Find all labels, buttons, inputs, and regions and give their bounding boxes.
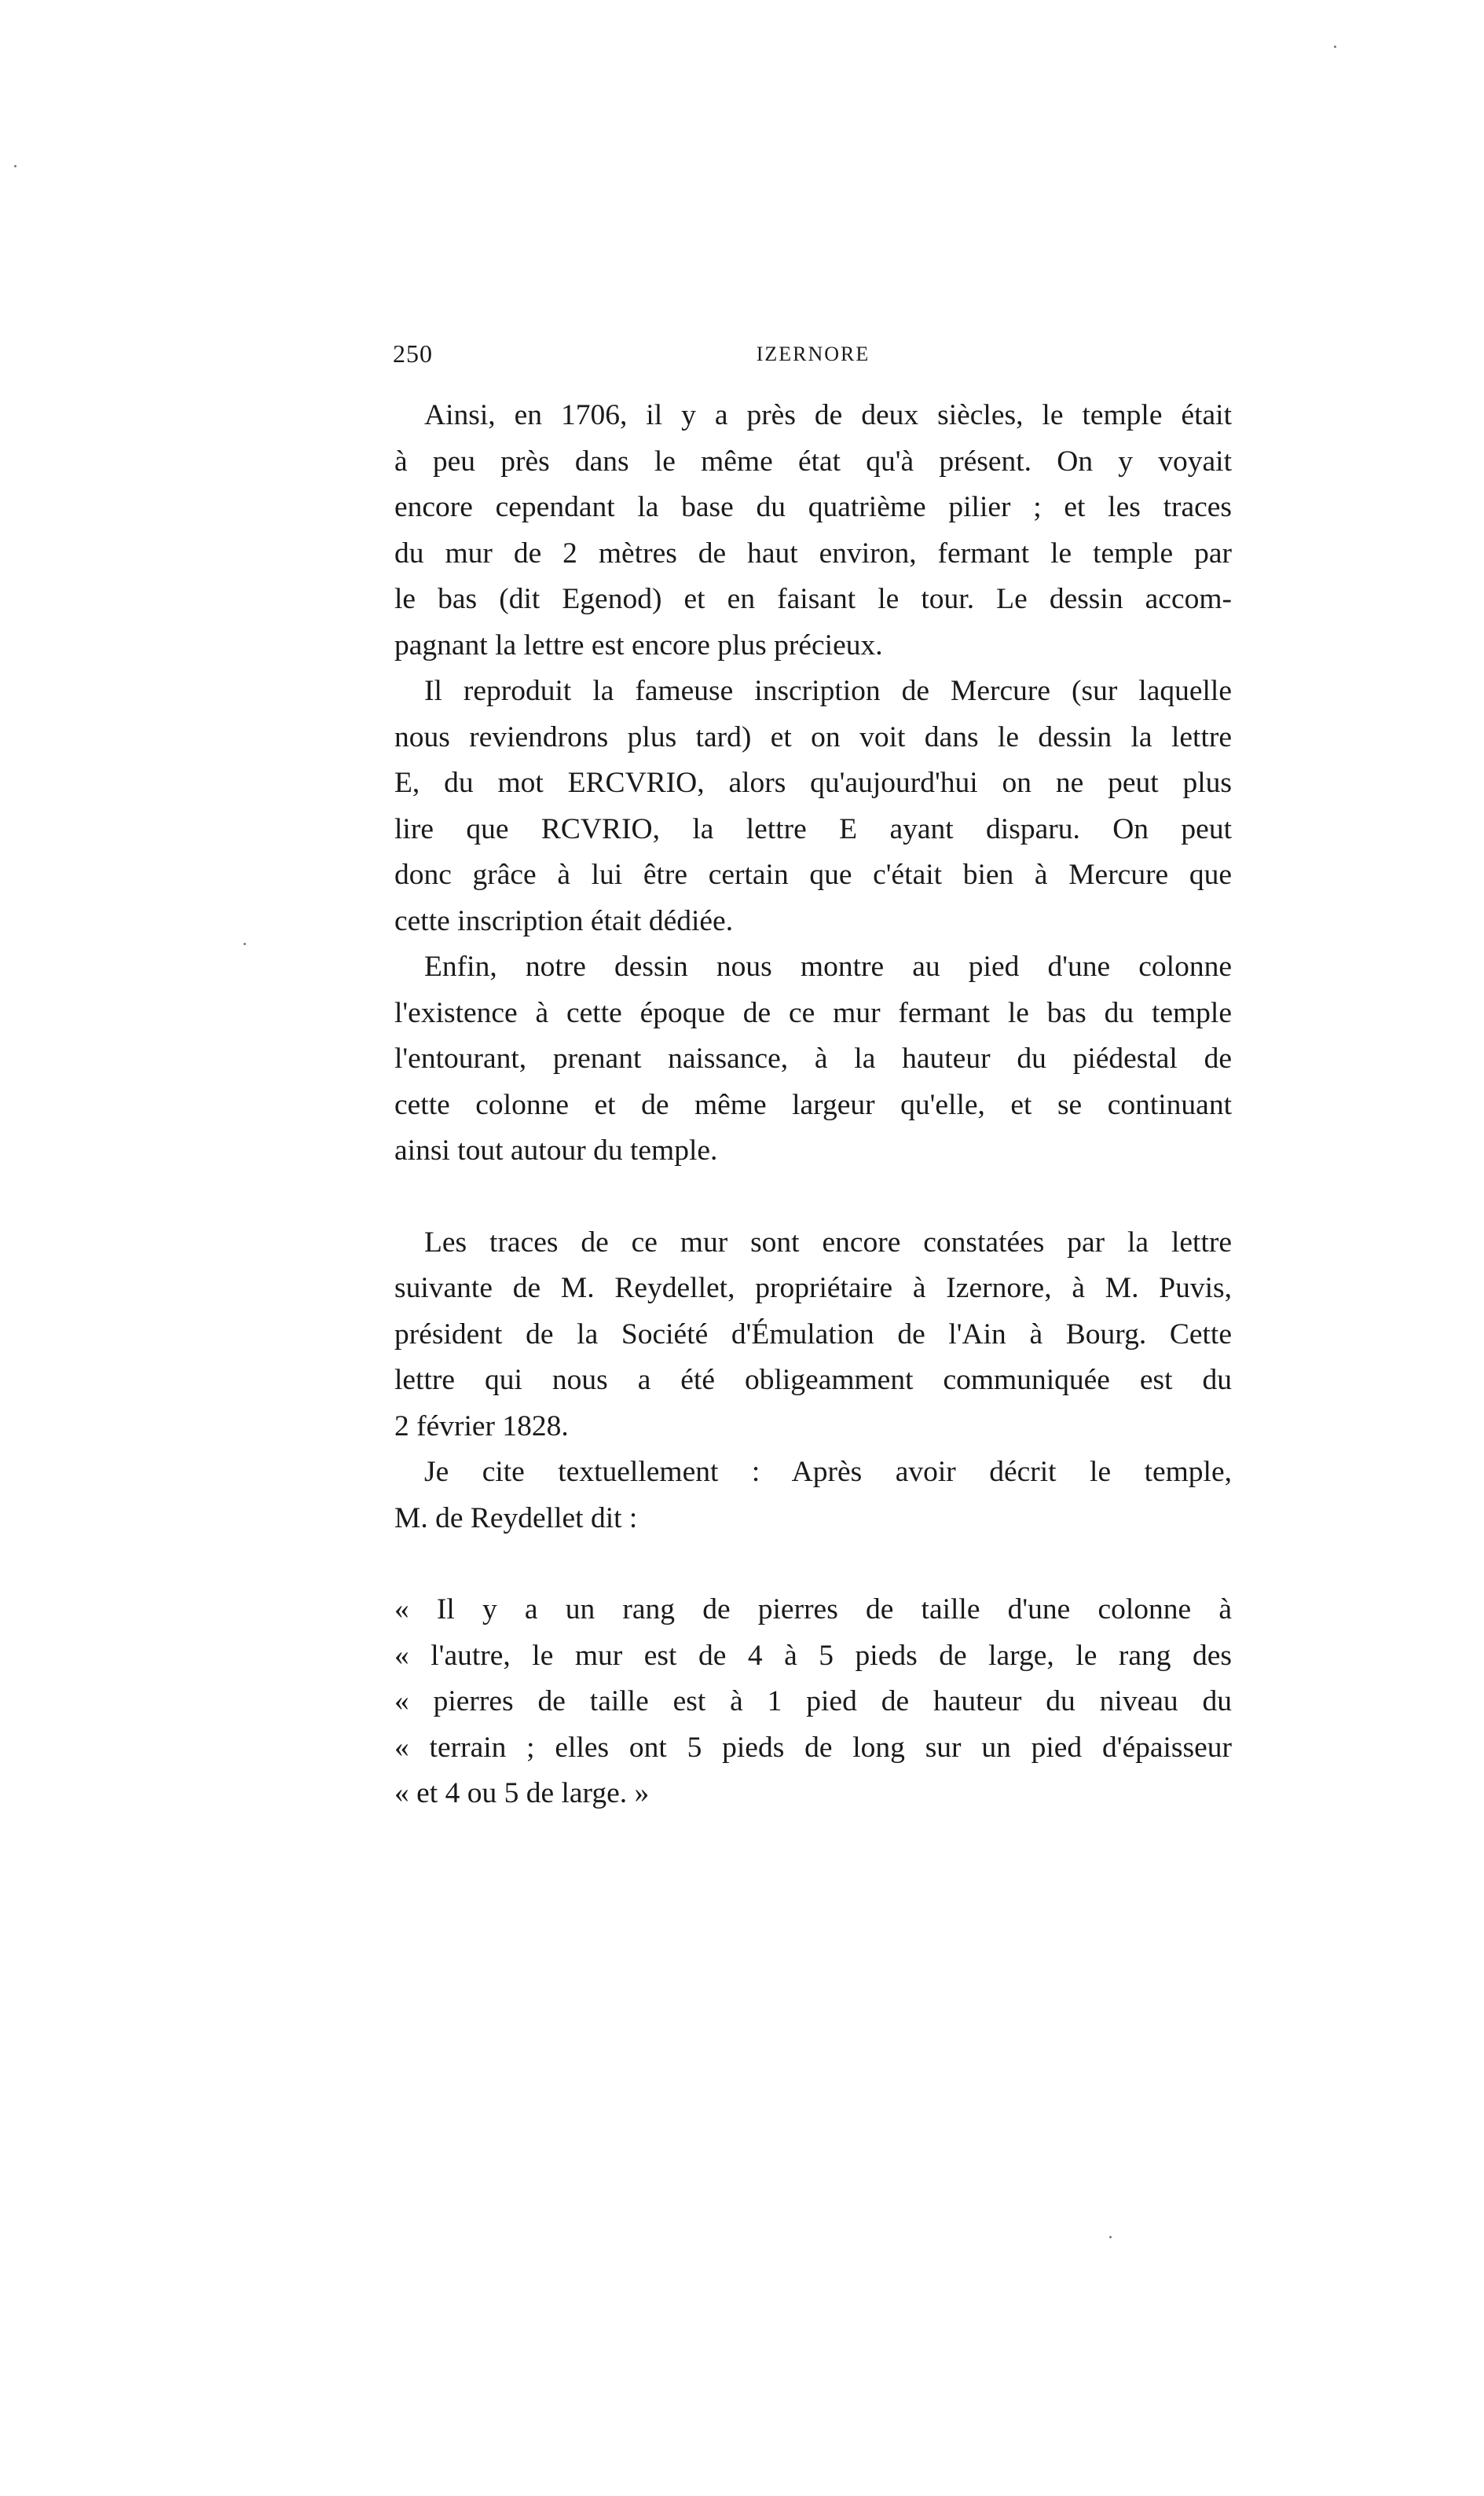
text-line: l'entourant, prenant naissance, à la hauteur du piédestal de [394,1043,1232,1075]
text-line: l'existence à cette époque de ce mur fermant le bas du temple [394,996,1232,1029]
text-line: nous reviendrons plus tard) et on voit dans le dessin la lettre [394,720,1232,753]
text-line: du mur de 2 mètres de haut environ, fermant le temple par [394,537,1232,570]
quote-line: « terrain ; elles ont 5 pieds de long sur un pied d'épaisseur [394,1731,1232,1764]
text-line: donc grâce à lui être certain que c'était bien à Mercure que [394,859,1232,891]
text-line: le bas (dit Egenod) et en faisant le tour. Le dessin accom- [394,583,1232,615]
paragraph-5 [394,1450,1232,1541]
section-gap [394,1541,1232,1587]
page-number: 250 [393,339,433,368]
scan-speck [1109,2236,1112,2238]
text-line: à peu près dans le même état qu'à présent. On y voyait [394,445,1232,478]
scan-speck [14,165,16,167]
text-line: pagnant la lettre est encore plus précieux. [394,629,883,662]
quotation [394,1587,1232,1817]
text-line: lire que RCVRIO, la lettre E ayant disparu. On peut [394,812,1232,845]
text-line: président de la Société d'Émulation de l'Ain à Bourg. Cette [394,1318,1232,1351]
text-line: 2 février 1828. [394,1409,569,1442]
text-line: cette inscription était dédiée. [394,904,734,937]
quote-line: « Il y a un rang de pierres de taille d'une colonne à [394,1593,1232,1626]
text-line: E, du mot ERCVRIO, alors qu'aujourd'hui on ne peut plus [394,767,1232,799]
quote-line: « et 4 ou 5 de large. » [394,1777,650,1809]
text-line: Enfin, notre dessin nous montre au pied d'une colonne [424,951,1232,983]
text-line: Ainsi, en 1706, il y a près de deux siècles, le temple était [424,399,1232,431]
paragraph-2 [394,669,1232,944]
quote-line: « l'autre, le mur est de 4 à 5 pieds de large, le rang des [394,1639,1232,1672]
text-line: Les traces de ce mur sont encore constatées par la lettre [424,1226,1232,1259]
quote-line: « pierres de taille est à 1 pied de hauteur du niveau du [394,1685,1232,1717]
scan-speck [244,943,246,945]
paragraph-3 [394,944,1232,1175]
running-title: IZERNORE [756,343,870,365]
paragraph-1 [394,393,1232,669]
text-line: ainsi tout autour du temple. [394,1134,718,1167]
text-line: Je cite textuellement : Après avoir décrit le temple, [424,1456,1232,1488]
text-line: encore cependant la base du quatrième pilier ; et les traces [394,491,1232,523]
text-line: lettre qui nous a été obligeamment communiquée est du [394,1364,1232,1396]
text-line: M. de Reydellet dit : [394,1501,638,1534]
text-line: cette colonne et de même largeur qu'elle, et se continuant [394,1088,1232,1121]
body-text [394,393,1232,1817]
text-line: suivante de M. Reydellet, propriétaire à Izernore, à M. Puvis, [394,1272,1232,1304]
text-line: Il reproduit la fameuse inscription de Mercure (sur laquelle [424,675,1232,707]
scan-speck [1334,46,1336,48]
page-header [393,339,1233,371]
paragraph-4 [394,1220,1232,1450]
section-gap [394,1175,1232,1220]
